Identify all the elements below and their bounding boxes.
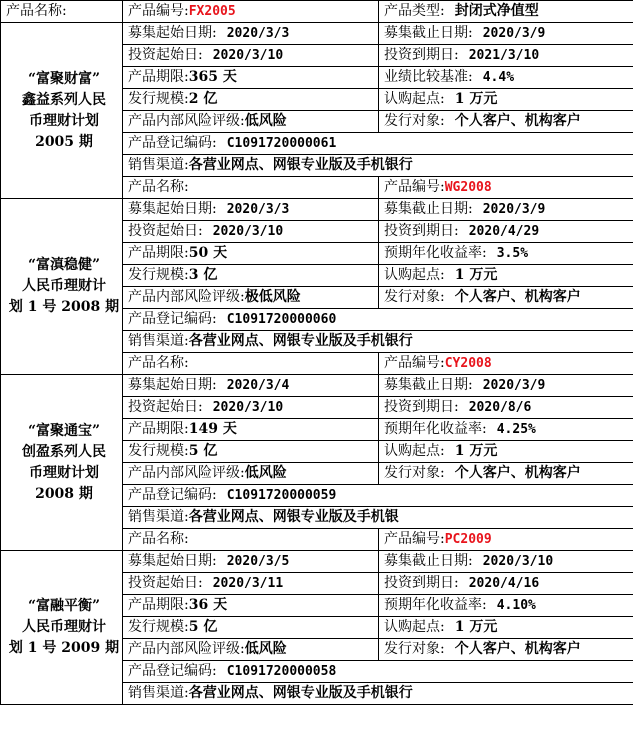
yield-label: 预期年化收益率:	[384, 421, 487, 437]
registration-value: C1091720000058	[226, 664, 337, 679]
target-value: 个人客户、机构客户	[454, 465, 581, 481]
yield-value: 4.25%	[496, 422, 536, 437]
registration-label: 产品登记编码:	[128, 311, 217, 327]
raise-start-cell	[123, 551, 379, 573]
raise-start-cell	[123, 23, 379, 45]
product-name-line: 币理财计划	[29, 464, 99, 481]
channels-value: 各营业网点、网银专业版及手机银行	[188, 333, 413, 349]
scale-value: 5 亿	[188, 619, 218, 635]
channels-label: 销售渠道:	[128, 333, 189, 349]
yield-label: 预期年化收益率:	[384, 245, 487, 261]
invest-end-label: 投资到期日:	[384, 575, 459, 591]
raise-end-value: 2020/3/9	[482, 378, 546, 393]
invest-end-value: 2020/8/6	[468, 400, 532, 415]
term-cell	[123, 595, 379, 617]
min-subscription-cell	[379, 265, 633, 287]
risk-value: 极低风险	[244, 289, 301, 305]
product-name-line: 划 1 号 2009 期	[8, 640, 120, 656]
code-label: 产品编号:	[384, 531, 445, 547]
risk-cell	[123, 639, 379, 661]
min-subscription-label: 认购起点:	[384, 267, 445, 283]
product-name-line: 划 1 号 2008 期	[8, 299, 120, 315]
term-value: 36 天	[188, 597, 228, 613]
min-subscription-cell	[379, 441, 633, 463]
scale-cell	[123, 89, 379, 111]
product-name-cell	[1, 23, 123, 199]
type-label: 产品类型:	[384, 3, 445, 19]
product-code: WG2008	[444, 180, 492, 195]
product-name-line: 人民币理财计	[22, 619, 106, 635]
code-label: 产品编号:	[128, 3, 189, 19]
registration-label: 产品登记编码:	[128, 663, 217, 679]
target-cell	[379, 287, 633, 309]
yield-cell	[379, 243, 633, 265]
raise-start-cell	[123, 375, 379, 397]
yield-cell	[379, 67, 633, 89]
channels-cell	[123, 507, 633, 529]
registration-value: C1091720000061	[226, 136, 337, 151]
raise-end-value: 2020/3/9	[482, 26, 546, 41]
target-label: 发行对象:	[384, 113, 445, 129]
product-name-line: 鑫益系列人民	[22, 91, 106, 108]
term-cell	[123, 419, 379, 441]
raise-end-label: 募集截止日期:	[384, 201, 473, 217]
channels-cell	[123, 683, 633, 705]
product-code-cell	[379, 353, 633, 375]
row-raise	[1, 199, 633, 221]
target-value: 个人客户、机构客户	[454, 113, 581, 129]
product-code-cell	[123, 1, 379, 23]
product-name-line: “富聚财富”	[27, 70, 101, 87]
risk-value: 低风险	[244, 113, 287, 129]
scale-label: 发行规模:	[128, 91, 189, 107]
min-subscription-value: 1 万元	[454, 443, 498, 459]
product-code-cell	[379, 177, 633, 199]
product-table-body	[1, 1, 633, 705]
row-raise	[1, 375, 633, 397]
scale-value: 5 亿	[188, 443, 218, 459]
invest-end-label: 投资到期日:	[384, 223, 459, 239]
risk-label: 产品内部风险评级:	[128, 641, 245, 657]
row-header	[1, 1, 633, 23]
term-value: 149 天	[188, 421, 237, 437]
product-name-label: 产品名称:	[1, 1, 123, 23]
raise-end-label: 募集截止日期:	[384, 553, 473, 569]
invest-end-label: 投资到期日:	[384, 399, 459, 415]
raise-start-value: 2020/3/3	[226, 26, 290, 41]
risk-label: 产品内部风险评级:	[128, 465, 245, 481]
risk-cell	[123, 463, 379, 485]
invest-end-value: 2020/4/29	[468, 224, 540, 239]
invest-start-value: 2020/3/10	[212, 48, 284, 63]
yield-cell	[379, 419, 633, 441]
target-label: 发行对象:	[384, 465, 445, 481]
min-subscription-label: 认购起点:	[384, 619, 445, 635]
min-subscription-cell	[379, 617, 633, 639]
invest-start-cell	[123, 45, 379, 67]
product-name-line: “富融平衡”	[27, 598, 101, 614]
risk-value: 低风险	[244, 465, 287, 481]
target-cell	[379, 463, 633, 485]
invest-start-cell	[123, 221, 379, 243]
raise-start-value: 2020/3/4	[226, 378, 290, 393]
scale-cell	[123, 617, 379, 639]
raise-end-label: 募集截止日期:	[384, 25, 473, 41]
risk-label: 产品内部风险评级:	[128, 113, 245, 129]
risk-cell	[123, 111, 379, 133]
invest-start-label: 投资起始日:	[128, 575, 203, 591]
scale-label: 发行规模:	[128, 267, 189, 283]
product-type: 封闭式净值型	[454, 3, 539, 19]
invest-end-cell	[379, 45, 633, 67]
product-code-cell	[379, 529, 633, 551]
scale-label: 发行规模:	[128, 443, 189, 459]
yield-value: 4.4%	[482, 70, 515, 85]
registration-cell	[123, 133, 633, 155]
raise-end-value: 2020/3/10	[482, 554, 554, 569]
product-name-line: 创盈系列人民	[22, 443, 106, 460]
product-name-cell	[1, 375, 123, 551]
term-value: 365 天	[188, 69, 237, 85]
product-code: FX2005	[188, 4, 236, 19]
invest-start-label: 投资起始日:	[128, 399, 203, 415]
target-label: 发行对象:	[384, 641, 445, 657]
product-name-cell	[1, 551, 123, 705]
term-label: 产品期限:	[128, 421, 189, 437]
raise-start-label: 募集起始日期:	[128, 377, 217, 393]
channels-label: 销售渠道:	[128, 509, 189, 525]
raise-end-cell	[379, 551, 633, 573]
term-cell	[123, 243, 379, 265]
row-raise	[1, 23, 633, 45]
product-name-label: 产品名称:	[123, 353, 379, 375]
raise-end-label: 募集截止日期:	[384, 377, 473, 393]
scale-label: 发行规模:	[128, 619, 189, 635]
raise-start-label: 募集起始日期:	[128, 25, 217, 41]
yield-cell	[379, 595, 633, 617]
min-subscription-value: 1 万元	[454, 91, 498, 107]
min-subscription-label: 认购起点:	[384, 443, 445, 459]
product-name-label: 产品名称:	[123, 177, 379, 199]
registration-value: C1091720000060	[226, 312, 337, 327]
product-name-line: 2008 期	[35, 485, 93, 502]
row-raise	[1, 551, 633, 573]
channels-value: 各营业网点、网银专业版及手机银行	[188, 685, 413, 701]
min-subscription-value: 1 万元	[454, 619, 498, 635]
yield-value: 4.10%	[496, 598, 536, 613]
invest-start-cell	[123, 397, 379, 419]
code-label: 产品编号:	[384, 179, 445, 195]
scale-cell	[123, 441, 379, 463]
scale-value: 3 亿	[188, 267, 218, 283]
invest-start-value: 2020/3/10	[212, 400, 284, 415]
invest-end-value: 2021/3/10	[468, 48, 540, 63]
raise-start-label: 募集起始日期:	[128, 201, 217, 217]
target-value: 个人客户、机构客户	[454, 289, 581, 305]
scale-cell	[123, 265, 379, 287]
code-label: 产品编号:	[384, 355, 445, 371]
raise-start-label: 募集起始日期:	[128, 553, 217, 569]
product-name-line: 币理财计划	[29, 112, 99, 129]
invest-end-cell	[379, 221, 633, 243]
min-subscription-label: 认购起点:	[384, 91, 445, 107]
invest-start-value: 2020/3/10	[212, 224, 284, 239]
registration-cell	[123, 485, 633, 507]
term-cell	[123, 67, 379, 89]
min-subscription-cell	[379, 89, 633, 111]
channels-value: 各营业网点、网银专业版及手机银	[188, 509, 399, 525]
product-type-cell	[379, 1, 633, 23]
invest-start-cell	[123, 573, 379, 595]
registration-cell	[123, 661, 633, 683]
scale-value: 2 亿	[188, 91, 218, 107]
product-code: PC2009	[444, 532, 492, 547]
registration-label: 产品登记编码:	[128, 135, 217, 151]
invest-end-cell	[379, 397, 633, 419]
channels-cell	[123, 331, 633, 353]
invest-end-label: 投资到期日:	[384, 47, 459, 63]
term-label: 产品期限:	[128, 597, 189, 613]
product-name-line: “富滇稳健”	[27, 257, 101, 273]
product-code: CY2008	[444, 356, 492, 371]
channels-value: 各营业网点、网银专业版及手机银行	[188, 157, 413, 173]
channels-cell	[123, 155, 633, 177]
invest-start-label: 投资起始日:	[128, 223, 203, 239]
raise-start-cell	[123, 199, 379, 221]
invest-start-label: 投资起始日:	[128, 47, 203, 63]
term-value: 50 天	[188, 245, 228, 261]
invest-start-value: 2020/3/11	[212, 576, 284, 591]
invest-end-value: 2020/4/16	[468, 576, 540, 591]
raise-start-value: 2020/3/3	[226, 202, 290, 217]
risk-label: 产品内部风险评级:	[128, 289, 245, 305]
yield-value: 3.5%	[496, 246, 529, 261]
registration-cell	[123, 309, 633, 331]
risk-value: 低风险	[244, 641, 287, 657]
term-label: 产品期限:	[128, 69, 189, 85]
target-label: 发行对象:	[384, 289, 445, 305]
registration-label: 产品登记编码:	[128, 487, 217, 503]
raise-end-cell	[379, 199, 633, 221]
yield-label: 预期年化收益率:	[384, 597, 487, 613]
raise-end-cell	[379, 375, 633, 397]
raise-start-value: 2020/3/5	[226, 554, 290, 569]
invest-end-cell	[379, 573, 633, 595]
channels-label: 销售渠道:	[128, 157, 189, 173]
yield-label: 业绩比较基准:	[384, 69, 473, 85]
product-name-line: 2005 期	[35, 133, 93, 150]
target-value: 个人客户、机构客户	[454, 641, 581, 657]
term-label: 产品期限:	[128, 245, 189, 261]
channels-label: 销售渠道:	[128, 685, 189, 701]
risk-cell	[123, 287, 379, 309]
target-cell	[379, 111, 633, 133]
raise-end-cell	[379, 23, 633, 45]
product-name-line: 人民币理财计	[22, 278, 106, 294]
product-name-cell	[1, 199, 123, 375]
product-name-label: 产品名称:	[123, 529, 379, 551]
product-name-line: “富聚通宝”	[27, 422, 101, 439]
raise-end-value: 2020/3/9	[482, 202, 546, 217]
target-cell	[379, 639, 633, 661]
registration-value: C1091720000059	[226, 488, 337, 503]
min-subscription-value: 1 万元	[454, 267, 498, 283]
